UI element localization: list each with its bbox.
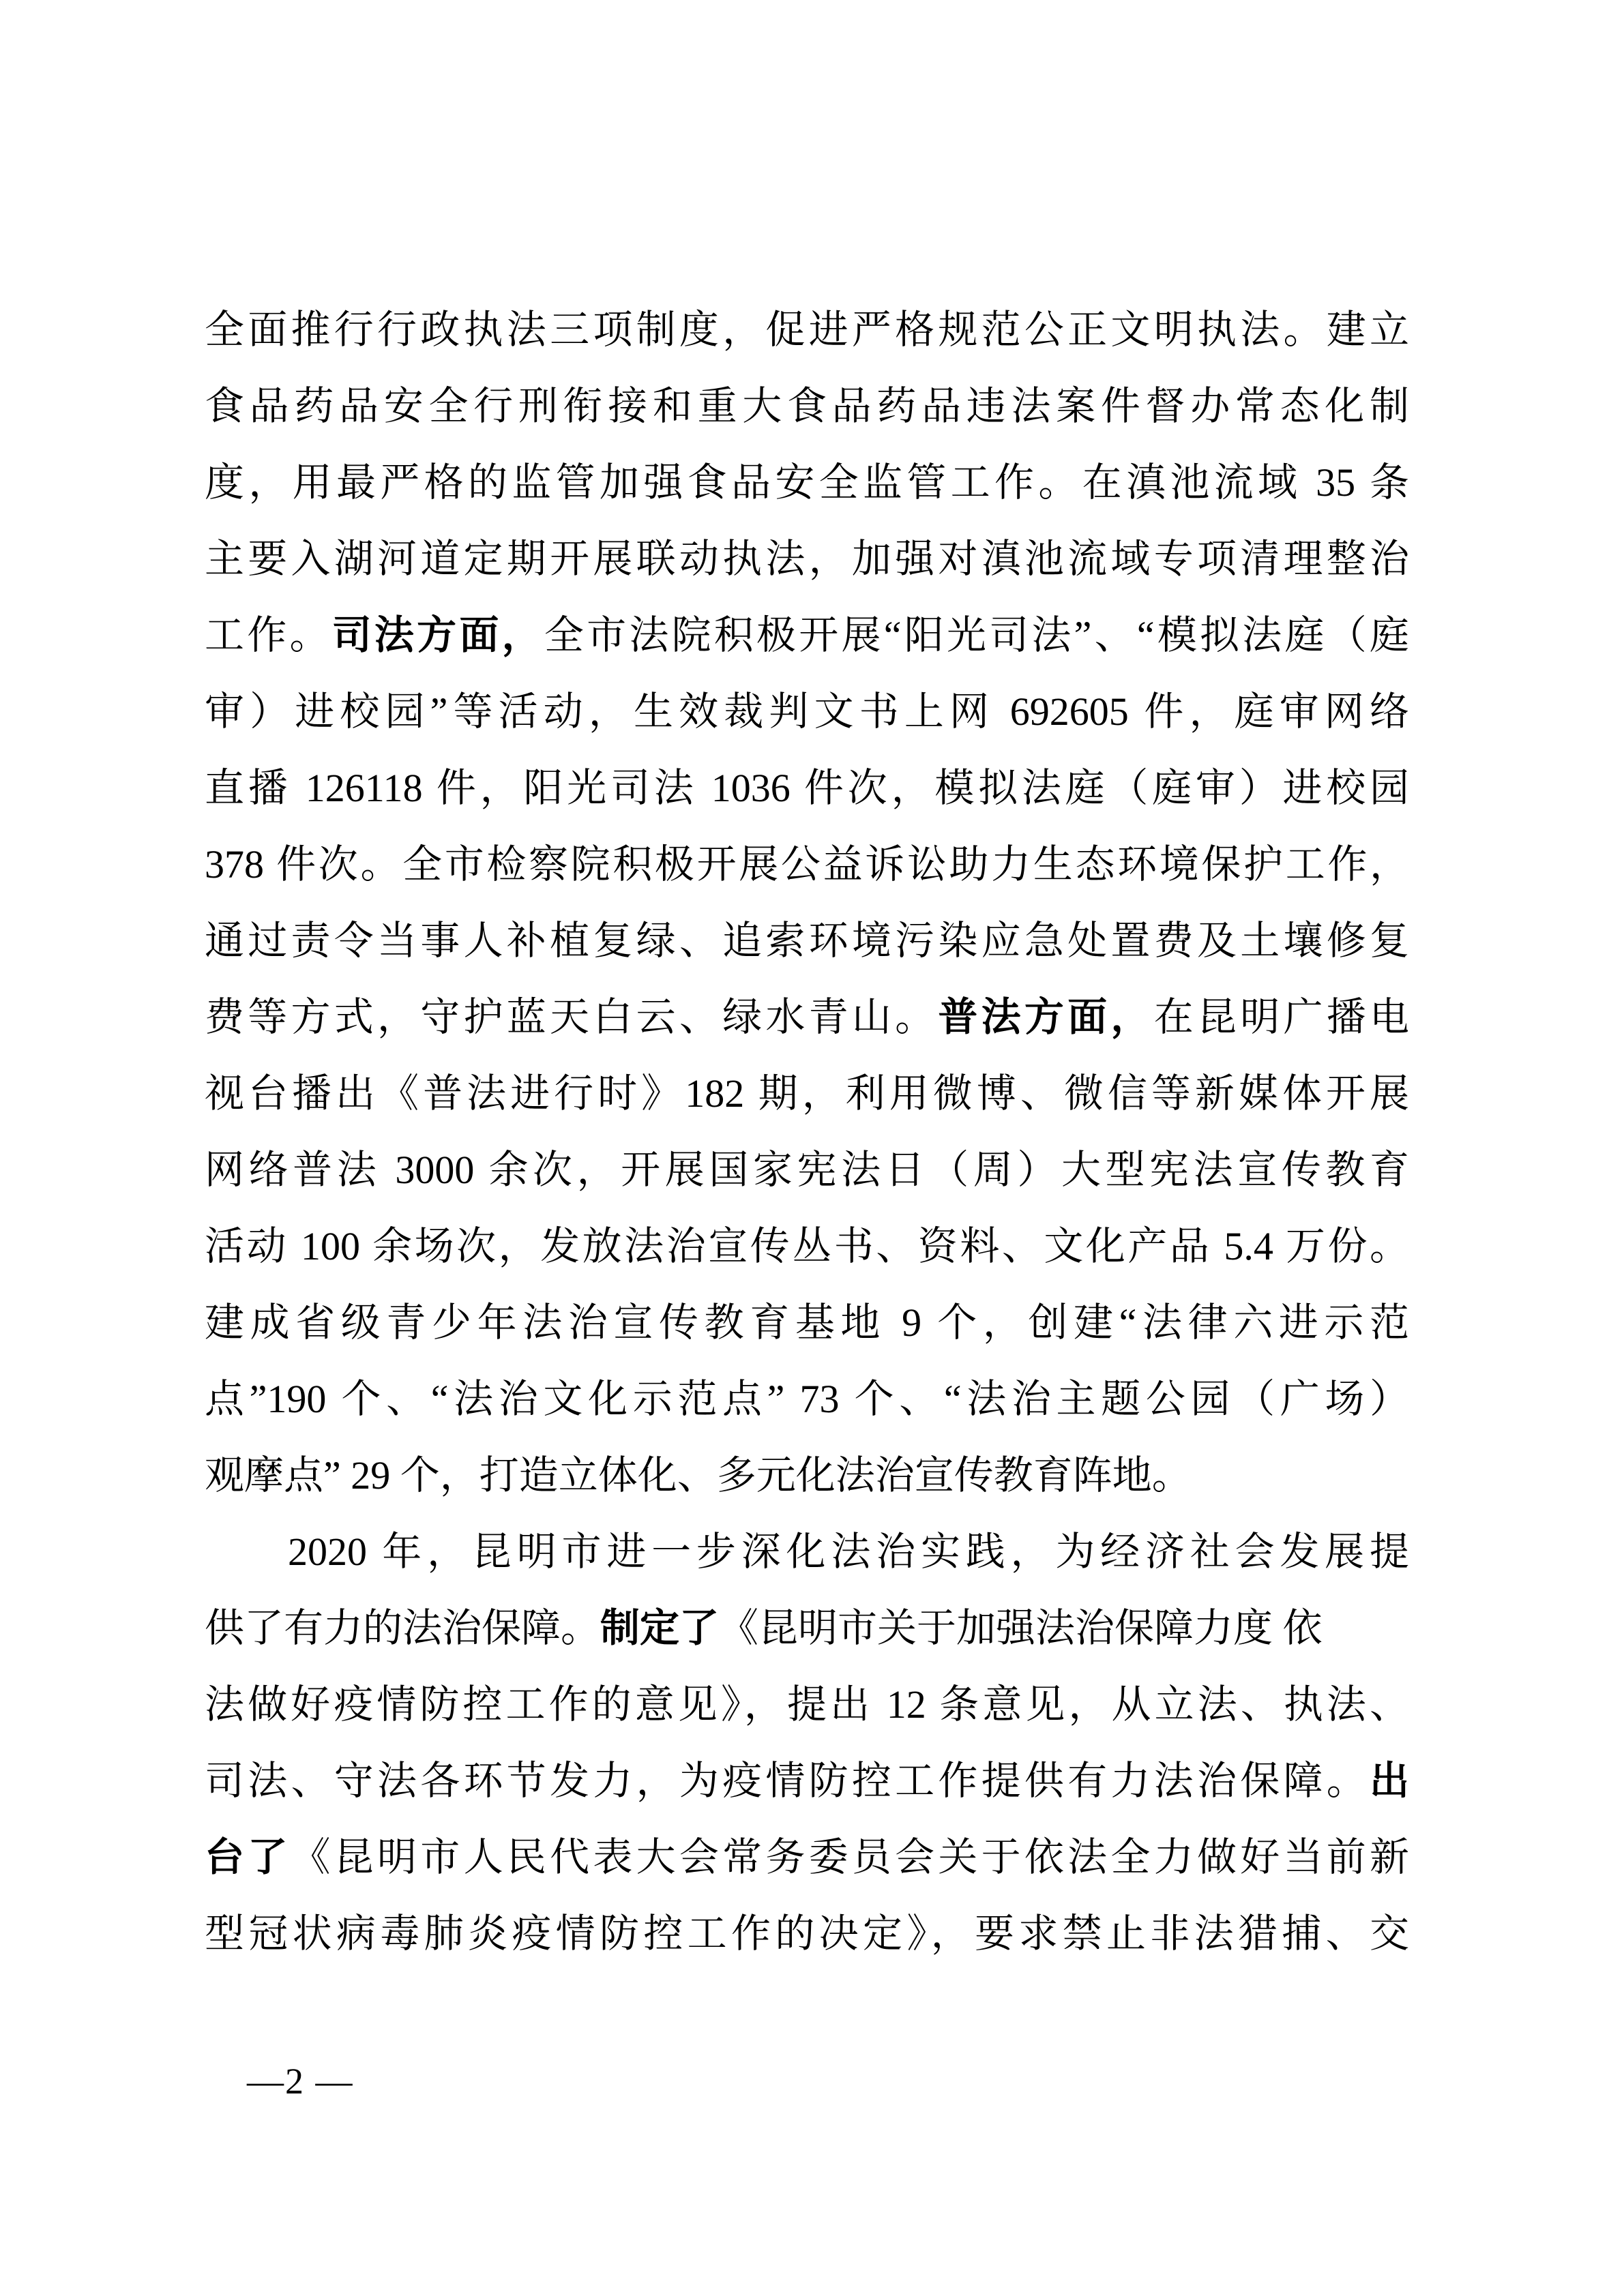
text-segment: 司法、守法各环节发力，为疫情防控工作提供有力法治保障。 [205, 1759, 1370, 1803]
text-segment: 《昆明市关于加强法治保障力度 依 [719, 1606, 1323, 1650]
text-line [205, 1743, 1409, 1819]
text-line [205, 292, 1409, 368]
text-segment: 直播 126118 件，阳光司法 1036 件次，模拟法庭（庭审）进校园 [205, 766, 1409, 810]
text-segment: 2020 年，昆明市进一步深化法治实践，为经济社会发展提 [288, 1530, 1409, 1574]
text-segment: 《昆明市人民代表大会常务委员会关于依法全力做好当前新 [291, 1835, 1409, 1879]
bold-phrase: 制定了 [600, 1606, 720, 1650]
text-line [205, 368, 1409, 445]
text-segment: 视台播出《普法进行时》182 期，利用微博、微信等新媒体开展 [205, 1071, 1409, 1116]
document-text-block [205, 292, 1409, 1972]
text-segment: 度，用最严格的监管加强食品安全监管工作。在滇池流域 35 条 [205, 460, 1409, 505]
text-segment: 活动 100 余场次，发放法治宣传丛书、资料、文化产品 5.4 万份。 [205, 1224, 1409, 1268]
text-segment: 供了有力的法治保障。 [205, 1606, 601, 1650]
text-line [205, 674, 1409, 750]
text-line [205, 1056, 1409, 1132]
text-segment: 点”190 个、“法治文化示范点” 73 个、“法治主题公园（广场） [205, 1377, 1409, 1421]
text-segment: 在昆明广播电 [1153, 995, 1409, 1039]
text-segment: 费等方式，守护蓝天白云、绿水青山。 [205, 995, 939, 1039]
text-segment: 建成省级青少年法治宣传教育基地 9 个，创建“法律六进示范 [205, 1300, 1409, 1345]
text-line [205, 1667, 1409, 1743]
text-segment: 观摩点” 29 个，打造立体化、多元化法治宣传教育阵地。 [205, 1453, 1192, 1497]
text-segment: 网络普法 3000 余次，开展国家宪法日（周）大型宪法宣传教育 [205, 1148, 1409, 1192]
text-line [205, 826, 1409, 903]
bold-phrase: 司法方面， [331, 613, 544, 657]
text-segment: 通过责令当事人补植复绿、追索环境污染应急处置费及土壤修复 [205, 919, 1409, 963]
text-line [205, 1590, 1409, 1667]
text-segment: 主要入湖河道定期开展联动执法，加强对滇池流域专项清理整治 [205, 537, 1409, 581]
text-line [205, 1896, 1409, 1972]
text-line [205, 597, 1409, 674]
text-line [205, 1361, 1409, 1437]
text-line [205, 1132, 1409, 1208]
text-line [205, 750, 1409, 826]
text-line [205, 1208, 1409, 1285]
text-segment: 审）进校园”等活动，生效裁判文书上网 692605 件，庭审网络 [205, 689, 1409, 734]
bold-phrase: 台了 [205, 1835, 291, 1879]
text-segment: 食品药品安全行刑衔接和重大食品药品违法案件督办常态化制 [205, 384, 1409, 428]
page-number: —2 — [247, 2061, 354, 2102]
text-line [205, 1437, 1409, 1514]
text-segment: 全市法院积极开展“阳光司法”、“模拟法庭（庭 [544, 613, 1409, 657]
bold-phrase: 出 [1369, 1759, 1409, 1803]
text-segment: 型冠状病毒肺炎疫情防控工作的决定》，要求禁止非法猎捕、交 [205, 1911, 1409, 1956]
text-segment: 法做好疫情防控工作的意见》，提出 12 条意见，从立法、执法、 [205, 1682, 1409, 1727]
text-segment: 全面推行行政执法三项制度，促进严格规范公正文明执法。建立 [205, 308, 1409, 352]
text-line [205, 1285, 1409, 1361]
text-segment: 工作。 [205, 613, 332, 657]
text-line [205, 521, 1409, 597]
text-line [205, 1514, 1409, 1590]
text-line [205, 979, 1409, 1056]
text-line [205, 445, 1409, 521]
text-segment: 378 件次。全市检察院积极开展公益诉讼助力生态环境保护工作， [205, 842, 1409, 886]
bold-phrase: 普法方面， [938, 995, 1154, 1039]
text-line [205, 903, 1409, 979]
text-line [205, 1819, 1409, 1896]
